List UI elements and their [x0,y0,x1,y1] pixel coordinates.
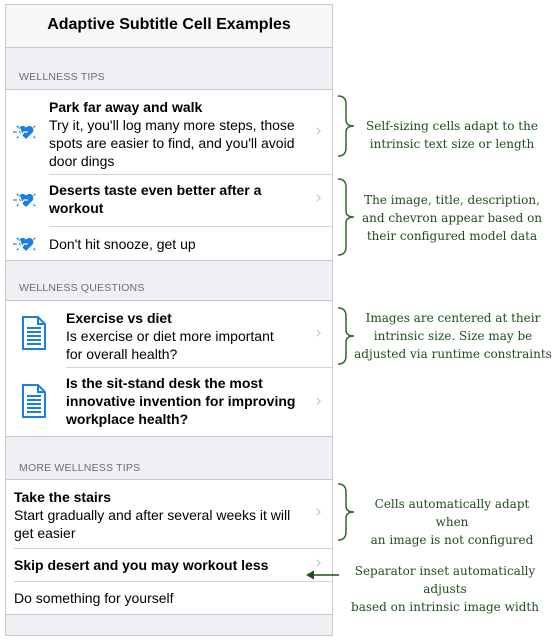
section-header-more-wellness-tips: MORE WELLNESS TIPS [19,462,141,474]
section-wellness-tips [6,89,332,261]
cell-description: Start gradually and after several weeks it will get easier [14,507,291,541]
section-more-wellness-tips [6,479,332,615]
chevron-right-icon: › [315,553,322,573]
cell-dont-hit-snooze[interactable] [6,227,332,261]
nav-title: Adaptive Subtitle Cell Examples [47,16,291,33]
cell-park-far-away[interactable] [6,90,332,174]
section-wellness-questions [6,300,332,437]
curly-brace-icon [334,482,358,542]
chevron-right-icon: › [315,188,322,208]
cell-take-the-stairs[interactable] [6,480,332,548]
cell-description: Don't hit snooze, get up [49,236,196,252]
annotation-self-sizing: Self-sizing cells adapt to the intrinsic text size or length [366,119,538,151]
cell-exercise-vs-diet[interactable] [6,301,332,367]
heart-icon [13,124,39,140]
cell-title: Is the sit-stand desk the most innovative invention for improving workplace health? [66,375,296,427]
cell-description: Is exercise or diet more important for overall health? [66,328,274,362]
arrow-left-icon [304,569,340,581]
annotation-model-data: The image, title, description, and chevron appear based on their configured model data [361,193,543,243]
cell-title: Take the stairs [14,489,112,505]
annotation-no-image: Cells automatically adapt when an image is not configured [370,497,534,547]
cell-title: Exercise vs diet [66,310,172,326]
cell-deserts-taste[interactable] [6,175,332,225]
heart-icon [13,192,39,208]
annotation-separator-inset: Separator inset automatically adjusts based on intrinsic image width [351,564,539,614]
chevron-right-icon: › [315,502,322,522]
curly-brace-icon [334,177,358,257]
chevron-right-icon: › [315,121,322,141]
section-header-wellness-questions: WELLNESS QUESTIONS [19,282,145,294]
navigation-bar [6,5,332,48]
cell-title: Skip desert and you may workout less [14,557,269,573]
section-header-wellness-tips: WELLNESS TIPS [19,71,105,83]
chevron-right-icon: › [315,391,322,411]
curly-brace-icon [334,94,358,158]
document-icon [21,316,47,350]
document-icon [21,384,47,418]
annotation-centered-images: Images are centered at their intrinsic size. Size may be adjusted via runtime constraints [354,311,552,361]
cell-skip-desert[interactable] [6,549,332,581]
heart-icon [13,236,39,252]
cell-title: Park far away and walk [49,99,203,115]
cell-description: Do something for yourself [14,590,174,606]
cell-title: Deserts taste even better after a workout [49,182,262,216]
cell-sit-stand-desk[interactable] [6,368,332,436]
cell-description: Try it, you'll log many more steps, those spots are easier to find, and you'll avoid door dings [49,117,295,169]
chevron-right-icon: › [315,323,322,343]
phone-screen [5,4,333,636]
cell-do-something[interactable] [6,582,332,614]
